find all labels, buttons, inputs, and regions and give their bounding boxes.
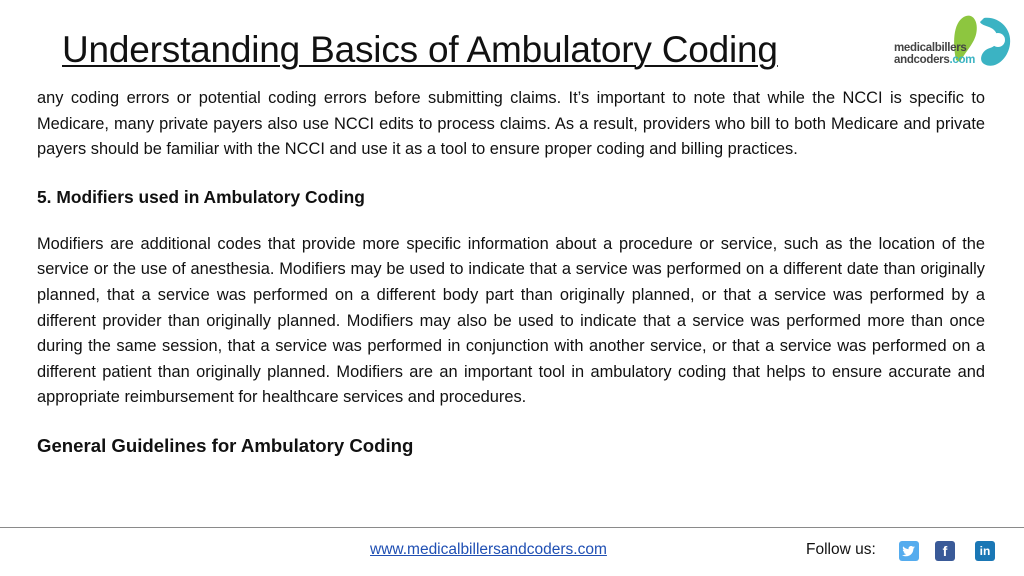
- website-link[interactable]: www.medicalbillersandcoders.com: [370, 541, 607, 558]
- logo-wordmark: [894, 42, 975, 66]
- follow-us-label: Follow us:: [806, 541, 876, 558]
- facebook-icon[interactable]: f: [935, 541, 955, 561]
- twitter-icon[interactable]: [899, 541, 919, 561]
- logo-line-1: medicalbillers: [894, 42, 967, 54]
- linkedin-icon[interactable]: in: [975, 541, 995, 561]
- slide-content: [37, 86, 985, 458]
- intro-paragraph: any coding errors or potential coding errors before submitting claims. It’s important to note that while the NCCI is specific to Medicare, many private payers also use NCCI edits to process claims. As a result, providers who bill to both Medicare and private payers should be familiar with the NCCI and use it as a tool to ensure proper coding and billing practices.: [37, 89, 985, 159]
- logo-suffix: .com: [949, 54, 976, 66]
- footer-divider: [0, 527, 1024, 528]
- section-heading-modifiers: 5. Modifiers used in Ambulatory Coding: [37, 186, 365, 207]
- modifiers-paragraph: Modifiers are additional codes that provide more specific information about a procedure or service, such as the location of the service or the use of anesthesia. Modifiers may be used to indicate that a service was performed on a different date than originally planned, that a service was performed on a different body part than originally planned, or that a service was performed by a different provider than originally planned. Modifiers may also be used to indicate that a service was performed more than once during the same session, that a service was performed in conjunction with another service, or that a service was performed on a different patient than originally planned. Modifiers are an important tool in ambulatory coding that helps to ensure accurate and appropriate reimbursement for healthcare services and procedures.: [37, 234, 985, 407]
- logo-line-2: andcoders.com: [894, 54, 976, 66]
- company-logo[interactable]: [894, 10, 1014, 72]
- section-heading-general-guidelines: General Guidelines for Ambulatory Coding: [37, 434, 414, 456]
- slide-title: Understanding Basics of Ambulatory Coding: [62, 29, 778, 70]
